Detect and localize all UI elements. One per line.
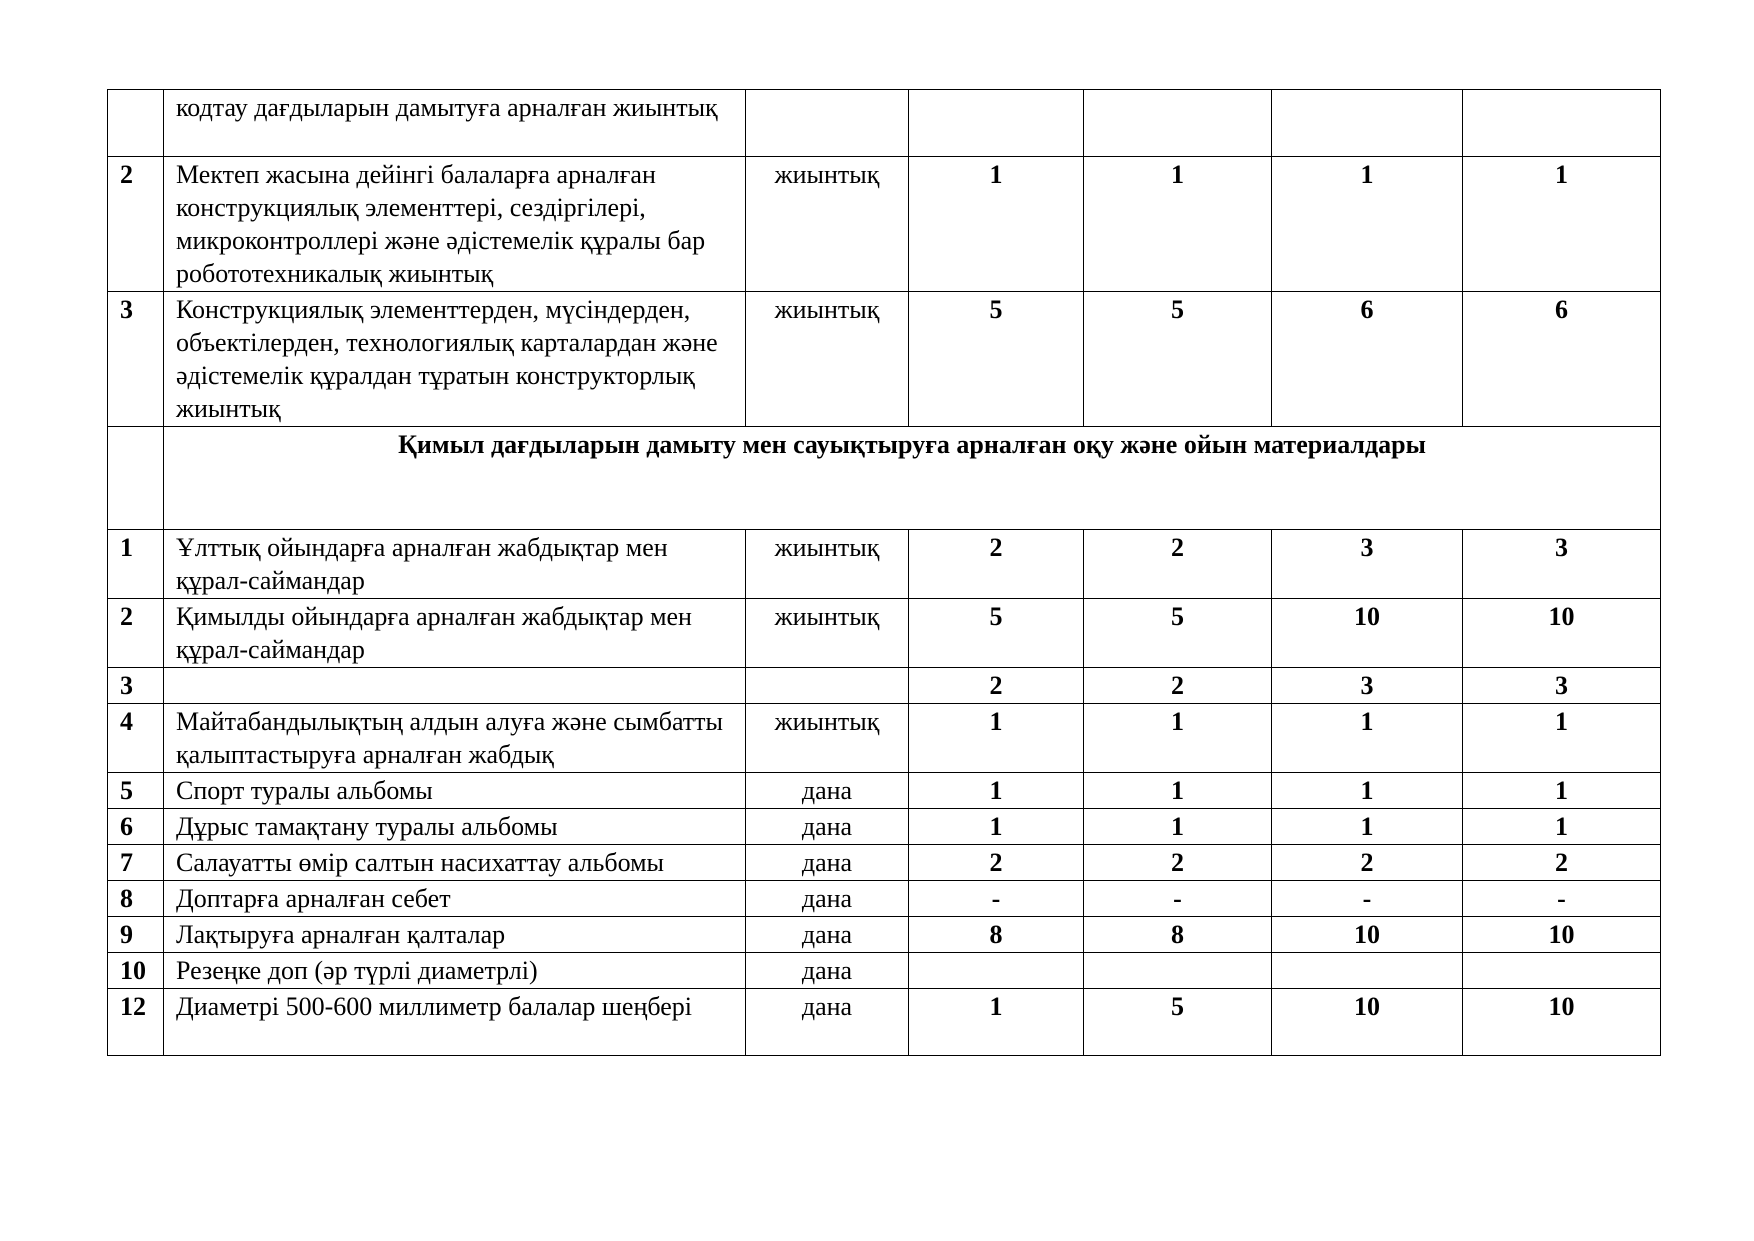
value-1: 1 bbox=[909, 157, 1084, 292]
table-row bbox=[108, 704, 1661, 773]
value-2: 2 bbox=[1084, 668, 1272, 704]
item-name: Дұрыс тамақтану туралы альбомы bbox=[164, 809, 746, 845]
section-number bbox=[108, 427, 164, 530]
value-3: 3 bbox=[1272, 530, 1463, 599]
item-name: Салауатты өмір салтын насихаттау альбомы bbox=[164, 845, 746, 881]
item-unit bbox=[746, 668, 909, 704]
value-4: 6 bbox=[1463, 292, 1661, 427]
value-1: 2 bbox=[909, 845, 1084, 881]
value-1: 2 bbox=[909, 530, 1084, 599]
table-row bbox=[108, 773, 1661, 809]
row-number: 5 bbox=[108, 773, 164, 809]
value-1: - bbox=[909, 881, 1084, 917]
value-3: 1 bbox=[1272, 704, 1463, 773]
value-2: 1 bbox=[1084, 704, 1272, 773]
row-number: 12 bbox=[108, 989, 164, 1056]
value-4: 2 bbox=[1463, 845, 1661, 881]
table-row bbox=[108, 90, 1661, 157]
table-row bbox=[108, 809, 1661, 845]
row-number: 9 bbox=[108, 917, 164, 953]
value-3: 1 bbox=[1272, 809, 1463, 845]
value-4: 1 bbox=[1463, 157, 1661, 292]
value-4: 1 bbox=[1463, 704, 1661, 773]
value-3 bbox=[1272, 90, 1463, 157]
value-2: 5 bbox=[1084, 599, 1272, 668]
value-1: 1 bbox=[909, 809, 1084, 845]
value-2: 5 bbox=[1084, 292, 1272, 427]
row-number: 6 bbox=[108, 809, 164, 845]
item-name: Майтабандылықтың алдын алуға және сымбатты қалыптастыруға арналған жабдық bbox=[164, 704, 746, 773]
item-unit: дана bbox=[746, 989, 909, 1056]
table-row bbox=[108, 845, 1661, 881]
item-unit: дана bbox=[746, 773, 909, 809]
row-number: 8 bbox=[108, 881, 164, 917]
value-1: 2 bbox=[909, 668, 1084, 704]
section-title: Қимыл дағдыларын дамыту мен сауықтыруға арналған оқу және ойын материалдары bbox=[164, 427, 1661, 530]
item-unit: дана bbox=[746, 917, 909, 953]
value-4: 10 bbox=[1463, 917, 1661, 953]
value-4: 1 bbox=[1463, 773, 1661, 809]
table-row bbox=[108, 157, 1661, 292]
value-2: 2 bbox=[1084, 530, 1272, 599]
item-name: Доптарға арналған себет bbox=[164, 881, 746, 917]
value-4: 10 bbox=[1463, 989, 1661, 1056]
value-2: 1 bbox=[1084, 773, 1272, 809]
item-unit: дана bbox=[746, 809, 909, 845]
table-row bbox=[108, 668, 1661, 704]
value-1: 8 bbox=[909, 917, 1084, 953]
row-number: 3 bbox=[108, 668, 164, 704]
item-name: Қимылды ойындарға арналған жабдықтар мен құрал-саймандар bbox=[164, 599, 746, 668]
value-1: 5 bbox=[909, 599, 1084, 668]
row-number: 4 bbox=[108, 704, 164, 773]
value-4: - bbox=[1463, 881, 1661, 917]
item-unit: жиынтық bbox=[746, 157, 909, 292]
item-name: Мектеп жасына дейінгі балаларға арналған конструкциялық элементтері, сездіргілері, микроконтроллері және әдістемелік құралы бар робототехникалық жиынтық bbox=[164, 157, 746, 292]
table-row bbox=[108, 989, 1661, 1056]
value-3: 3 bbox=[1272, 668, 1463, 704]
value-1: 1 bbox=[909, 989, 1084, 1056]
value-1: 1 bbox=[909, 704, 1084, 773]
item-unit: жиынтық bbox=[746, 599, 909, 668]
table-row bbox=[108, 881, 1661, 917]
item-name: Ұлттық ойындарға арналған жабдықтар мен құрал-саймандар bbox=[164, 530, 746, 599]
value-4: 10 bbox=[1463, 599, 1661, 668]
value-3 bbox=[1272, 953, 1463, 989]
row-number: 1 bbox=[108, 530, 164, 599]
section-row bbox=[108, 427, 1661, 530]
value-1: 1 bbox=[909, 773, 1084, 809]
item-unit: жиынтық bbox=[746, 530, 909, 599]
value-2: - bbox=[1084, 881, 1272, 917]
item-name: Лақтыруға арналған қалталар bbox=[164, 917, 746, 953]
item-unit bbox=[746, 90, 909, 157]
item-unit: дана bbox=[746, 881, 909, 917]
value-4 bbox=[1463, 953, 1661, 989]
item-unit: дана bbox=[746, 845, 909, 881]
value-3: 2 bbox=[1272, 845, 1463, 881]
value-3: - bbox=[1272, 881, 1463, 917]
item-unit: жиынтық bbox=[746, 292, 909, 427]
item-unit: дана bbox=[746, 953, 909, 989]
item-name: кодтау дағдыларын дамытуға арналған жиынтық bbox=[164, 90, 746, 157]
row-number: 2 bbox=[108, 599, 164, 668]
value-2: 2 bbox=[1084, 845, 1272, 881]
value-4: 3 bbox=[1463, 530, 1661, 599]
row-number: 2 bbox=[108, 157, 164, 292]
item-unit: жиынтық bbox=[746, 704, 909, 773]
value-2: 8 bbox=[1084, 917, 1272, 953]
value-2: 1 bbox=[1084, 157, 1272, 292]
item-name bbox=[164, 668, 746, 704]
row-number bbox=[108, 90, 164, 157]
table-row bbox=[108, 530, 1661, 599]
value-4: 3 bbox=[1463, 668, 1661, 704]
value-4: 1 bbox=[1463, 809, 1661, 845]
value-4 bbox=[1463, 90, 1661, 157]
table-row bbox=[108, 917, 1661, 953]
item-name: Конструкциялық элементтерден, мүсіндерден, объектілерден, технологиялық карталардан және әдістемелік құралдан тұратын конструкторлық жиынтық bbox=[164, 292, 746, 427]
row-number: 3 bbox=[108, 292, 164, 427]
value-1 bbox=[909, 90, 1084, 157]
table-row bbox=[108, 953, 1661, 989]
item-name: Резеңке доп (әр түрлі диаметрлі) bbox=[164, 953, 746, 989]
value-2 bbox=[1084, 90, 1272, 157]
value-2: 5 bbox=[1084, 989, 1272, 1056]
value-3: 10 bbox=[1272, 599, 1463, 668]
row-number: 10 bbox=[108, 953, 164, 989]
value-3: 10 bbox=[1272, 989, 1463, 1056]
equipment-table bbox=[107, 89, 1661, 1056]
item-name: Диаметрі 500-600 миллиметр балалар шеңбері bbox=[164, 989, 746, 1056]
value-3: 1 bbox=[1272, 157, 1463, 292]
value-3: 10 bbox=[1272, 917, 1463, 953]
value-3: 6 bbox=[1272, 292, 1463, 427]
value-1 bbox=[909, 953, 1084, 989]
value-3: 1 bbox=[1272, 773, 1463, 809]
value-2 bbox=[1084, 953, 1272, 989]
row-number: 7 bbox=[108, 845, 164, 881]
table-row bbox=[108, 599, 1661, 668]
value-1: 5 bbox=[909, 292, 1084, 427]
value-2: 1 bbox=[1084, 809, 1272, 845]
item-name: Спорт туралы альбомы bbox=[164, 773, 746, 809]
table-row bbox=[108, 292, 1661, 427]
